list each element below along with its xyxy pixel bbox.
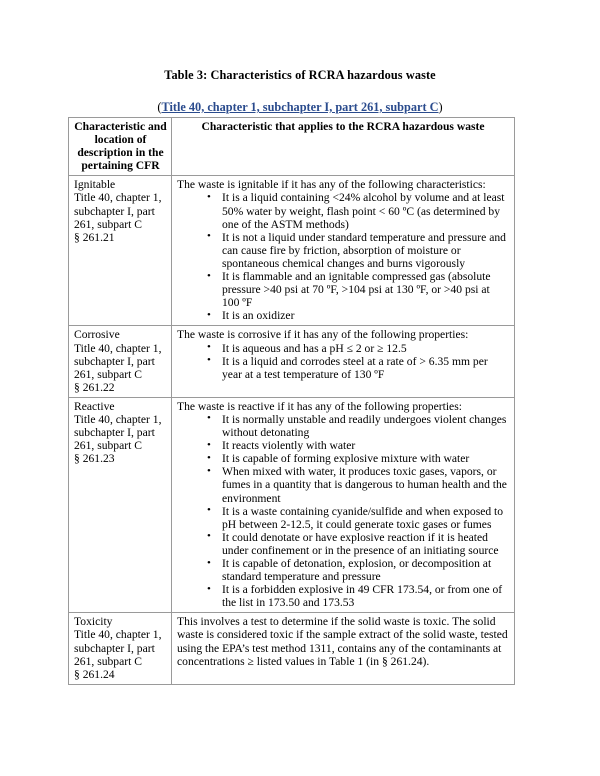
row-description-reactive xyxy=(172,397,515,613)
row-label-line: 261, subpart C xyxy=(74,439,142,453)
list-item: • It is flammable and an ignitable compressed gas (absolute pressure >40 psi at 70 ºF, >104 psi at 130 ºF, or >40 psi at 100 ºF xyxy=(177,270,510,309)
row-label-line: 261, subpart C xyxy=(74,217,142,231)
subtitle-open-paren: ( xyxy=(157,100,162,114)
row-label-line: subchapter I, part xyxy=(74,641,155,655)
page-title: Table 3: Characteristics of RCRA hazardous waste xyxy=(164,68,436,82)
row-label-toxicity xyxy=(69,613,172,684)
row-label-line: Title 40, chapter 1, xyxy=(74,191,162,205)
row-label-line: Corrosive xyxy=(74,328,120,342)
row-label-line: Reactive xyxy=(74,399,115,413)
row-label-line: Title 40, chapter 1, xyxy=(74,412,162,426)
table-body xyxy=(69,118,515,685)
list-item: • It is a liquid and corrodes steel at a rate of > 6.35 mm per year at a test temperature of 130 ºF xyxy=(177,355,510,381)
row-label-line: Title 40, chapter 1, xyxy=(74,628,162,642)
table-row xyxy=(69,397,515,613)
description-bullet-list xyxy=(177,342,510,381)
row-label-line: § 261.22 xyxy=(74,380,115,394)
description-lead-in: The waste is reactive if it has any of the following properties: xyxy=(177,399,462,413)
description-bullet-list xyxy=(177,191,510,322)
rcra-characteristics-table xyxy=(68,117,515,685)
description-lead-in: The waste is ignitable if it has any of the following characteristics: xyxy=(177,178,486,192)
list-item: • It is not a liquid under standard temperature and pressure and can cause fire by friction, absorption of moisture or spontaneous chemical changes and burns vigorously xyxy=(177,231,510,270)
row-label-line: § 261.21 xyxy=(74,230,115,244)
row-label-line: subchapter I, part xyxy=(74,204,155,218)
list-item: • It could denotate or have explosive reaction if it is heated under confinement or in the presence of an initiating source xyxy=(177,531,510,557)
list-item: • It is a waste containing cyanide/sulfide and when exposed to pH between 2-12.5, it could generate toxic gases or fumes xyxy=(177,505,510,531)
cfr-reference-link[interactable]: Title 40, chapter 1, subchapter I, part 261, subpart C xyxy=(161,100,439,114)
row-label-line: Ignitable xyxy=(74,178,116,192)
subtitle-close-paren: ) xyxy=(438,100,443,114)
row-label-line: 261, subpart C xyxy=(74,367,142,381)
list-item: • It is capable of detonation, explosion, or decomposition at standard temperature and pressure xyxy=(177,557,510,583)
row-label-reactive xyxy=(69,397,172,613)
list-item: • It is aqueous and has a pH ≤ 2 or ≥ 12.5 xyxy=(177,342,510,355)
description-bullet-list xyxy=(177,413,510,609)
table-row xyxy=(69,613,515,684)
description-lead-in: The waste is corrosive if it has any of the following properties: xyxy=(177,328,469,342)
row-label-line: § 261.24 xyxy=(74,667,115,681)
row-label-line: Title 40, chapter 1, xyxy=(74,341,162,355)
row-label-line: 261, subpart C xyxy=(74,654,142,668)
row-label-line: subchapter I, part xyxy=(74,354,155,368)
table-row xyxy=(69,176,515,326)
description-paragraph: This involves a test to determine if the solid waste is toxic. The solid waste is considered toxic if the sample extract of the solid waste, tested using the EPA’s test method 1311, contains any of the contaminants at concentrations ≥ listed values in Table 1 (in § 261.24). xyxy=(177,615,508,668)
list-item: • It is a forbidden explosive in 49 CFR 173.54, or from one of the list in 173.50 and 173.53 xyxy=(177,583,510,609)
column-header-characteristic-location: Characteristic and location of description in the pertaining CFR xyxy=(69,118,172,176)
table-row xyxy=(69,326,515,397)
row-label-corrosive xyxy=(69,326,172,397)
list-item: • It is normally unstable and readily undergoes violent changes without detonating xyxy=(177,413,510,439)
row-label-line: Toxicity xyxy=(74,615,113,629)
list-item: • It reacts violently with water xyxy=(177,439,510,452)
list-item: • It is an oxidizer xyxy=(177,309,510,322)
list-item: • It is a liquid containing <24% alcohol by volume and at least 50% water by weight, flash point < 60 ºC (as determined by one of the ASTM methods) xyxy=(177,191,510,230)
table-header-row xyxy=(69,118,515,176)
row-label-line: subchapter I, part xyxy=(74,426,155,440)
row-description-ignitable xyxy=(172,176,515,326)
row-description-toxicity xyxy=(172,613,515,684)
list-item: • It is capable of forming explosive mixture with water xyxy=(177,452,510,465)
column-header-characteristic-description: Characteristic that applies to the RCRA hazardous waste xyxy=(172,118,515,176)
row-label-ignitable xyxy=(69,176,172,326)
row-description-corrosive xyxy=(172,326,515,397)
document-subtitle xyxy=(0,82,600,114)
list-item: • When mixed with water, it produces toxic gases, vapors, or fumes in a quantity that is dangerous to human health and the environment xyxy=(177,465,510,504)
row-label-line: § 261.23 xyxy=(74,452,115,466)
